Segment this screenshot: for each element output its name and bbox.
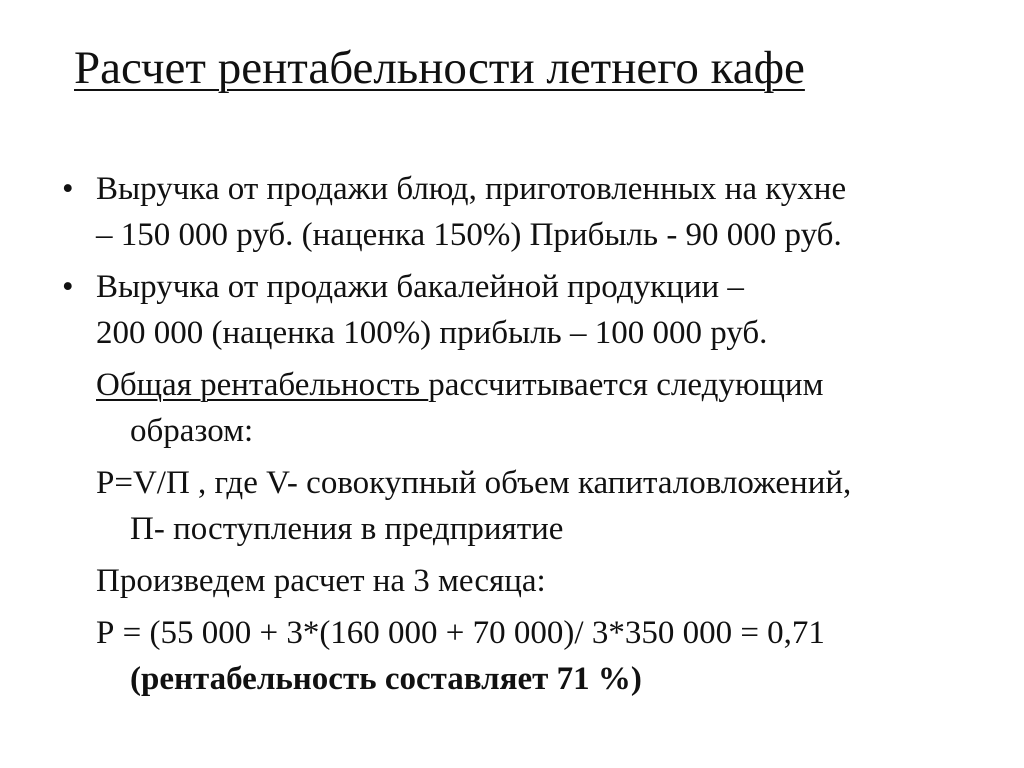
formula-line1: Р=V/П , где V- совокупный объем капиталовложений,: [96, 465, 852, 501]
formula-paragraph: [62, 460, 982, 552]
bullet-text-line: 200 000 (наценка 100%) прибыль – 100 000 руб.: [96, 315, 768, 351]
calc-result: (рентабельность составляет 71 %): [130, 661, 642, 697]
calc-intro-paragraph: [62, 558, 982, 604]
calc-line1: Р = (55 000 + 3*(160 000 + 70 000)/ 3*350 000 = 0,71: [96, 615, 825, 651]
calc-intro-text: Произведем расчет на 3 месяца:: [96, 563, 546, 599]
slide-content: [62, 166, 982, 708]
general-profitability-paragraph: [62, 362, 982, 454]
calc-paragraph: [62, 610, 982, 702]
general-line: [96, 362, 982, 408]
general-line2: образом:: [130, 413, 254, 449]
bullet-icon: •: [62, 171, 74, 207]
bullet-item-kitchen: [62, 166, 982, 258]
bullet-text-line: Выручка от продажи бакалейной продукции –: [96, 269, 744, 305]
bullet-text-line: Выручка от продажи блюд, приготовленных на кухне: [96, 171, 847, 207]
general-rest: рассчитывается следующим: [428, 367, 824, 403]
general-underlined-term: Общая рентабельность: [96, 367, 429, 403]
formula-line2: П- поступления в предприятие: [130, 511, 564, 547]
bullet-icon: •: [62, 269, 74, 305]
bullet-item-grocery: [62, 264, 982, 356]
bullet-text-line: – 150 000 руб. (наценка 150%) Прибыль - 90 000 руб.: [96, 217, 842, 253]
slide-title: Расчет рентабельности летнего кафе: [74, 42, 805, 94]
